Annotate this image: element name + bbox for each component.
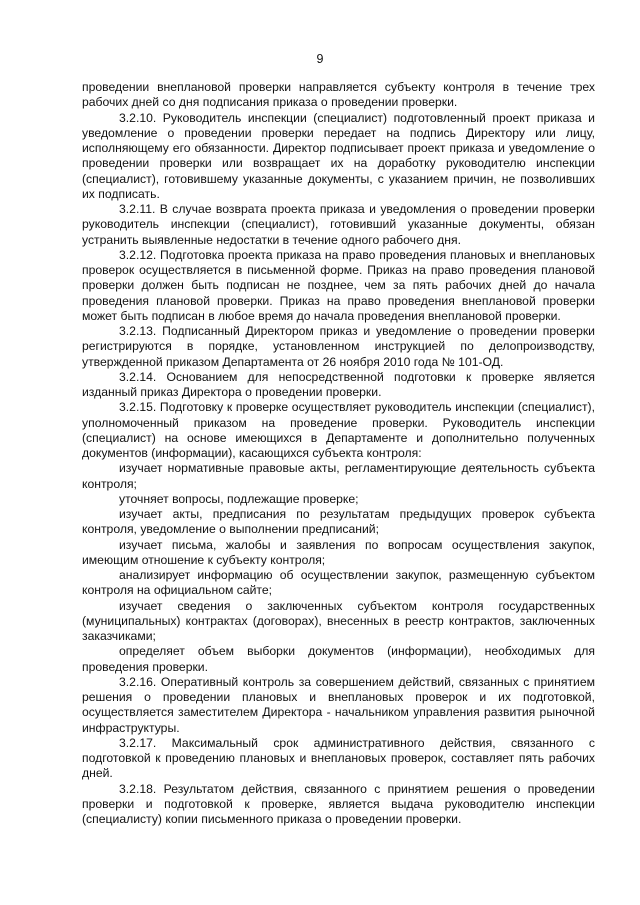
list-item: определяет объем выборки документов (информации), необходимых для проведения проверки.: [82, 644, 595, 674]
list-item: уточняет вопросы, подлежащие проверке;: [119, 491, 359, 506]
list-item: изучает сведения о заключенных субъектом контроля государственных (муниципальных) контрактах (договорах), внесенных в реестр контрактов, заключенных заказчиками;: [82, 598, 595, 643]
list-item: изучает письма, жалобы и заявления по вопросам осуществления закупок, имеющим отношение к субъекту контроля;: [82, 537, 595, 567]
paragraph: 3.2.18. Результатом действия, связанного с принятием решения о проведении проверки и подготовкой к проверке, является выдача руководителю инспекции (специалисту) копии письменного приказа о проведении проверки.: [82, 781, 595, 826]
paragraph: 3.2.15. Подготовку к проверке осуществляет руководитель инспекции (специалист), уполномоченный приказом на проведение проверки. Руководитель инспекции (специалист) на основе имеющихся в Департаменте и дополнительно полученных документов (информации), касающихся субъекта контроля:: [82, 400, 595, 460]
paragraph: проведении внеплановой проверки направляется субъекту контроля в течение трех рабочих дней со дня подписания приказа о проведении проверки.: [82, 80, 595, 110]
paragraph: 3.2.14. Основанием для непосредственной подготовки к проверке является изданный приказ Директора о проведении проверки.: [82, 369, 595, 399]
document-body: [82, 80, 595, 827]
page-number: 9: [316, 52, 324, 66]
list-item: изучает акты, предписания по результатам предыдущих проверок субъекта контроля, уведомление о выполнении предписаний;: [82, 507, 595, 537]
paragraph: 3.2.17. Максимальный срок административного действия, связанного с подготовкой к проведению плановых и внеплановых проверок, составляет пять рабочих дней.: [82, 735, 595, 781]
paragraph: 3.2.13. Подписанный Директором приказ и уведомление о проведении проверки регистрируются в порядке, установленном инструкцией по делопроизводству, утвержденной приказом Департамента от 26 ноября 2010 года № 101-ОД.: [82, 324, 595, 369]
list-item: анализирует информацию об осуществлении закупок, размещенную субъектом контроля на официальном сайте;: [82, 568, 595, 598]
paragraph: 3.2.10. Руководитель инспекции (специалист) подготовленный проект приказа и уведомление о проведении проверки передает на подпись Директору или лицу, исполняющему его обязанности. Директор подписывает проект приказа и уведомление о проведении проверки или возвращает их на доработку руководителю инспекции (специалист), готовившему указанные документы, с указанием причин, не позволивших их подписать.: [82, 110, 595, 201]
paragraph: 3.2.11. В случае возврата проекта приказа и уведомления о проведении проверки руководитель инспекции (специалист), готовивший указанные документы, обязан устранить выявленные недостатки в течение одного рабочего дня.: [82, 202, 595, 247]
paragraph: 3.2.12. Подготовка проекта приказа на право проведения плановых и внеплановых проверок осуществляется в письменной форме. Приказ на право проведения плановой проверки должен быть подписан не позднее, чем за пять рабочих дней до начала проведения плановой проверки. Приказ на право проведения внеплановой проверки может быть подписан в любое время до начала проведения внеплановой проверки.: [82, 247, 595, 323]
list-item: изучает нормативные правовые акты, регламентирующие деятельность субъекта контроля;: [82, 461, 595, 491]
paragraph: 3.2.16. Оперативный контроль за совершением действий, связанных с принятием решения о проведении плановых и внеплановых проверок и их подготовкой, осуществляется заместителем Директора - начальником управления развития рыночной инфраструктуры.: [82, 674, 595, 735]
